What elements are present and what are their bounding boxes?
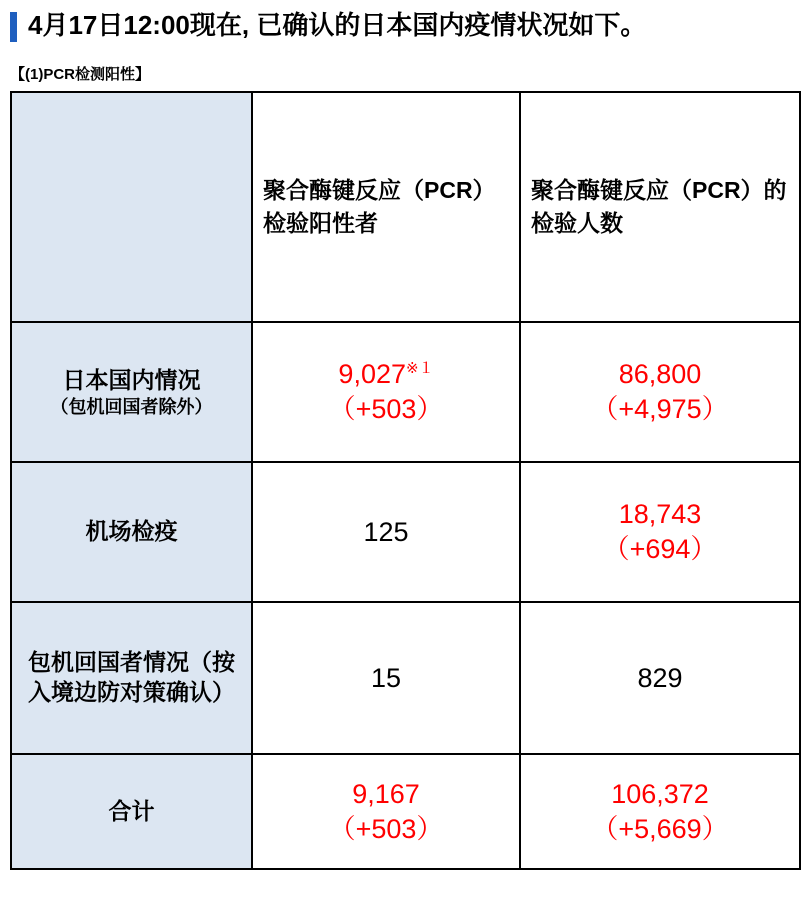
- row-label-total: [11, 754, 252, 869]
- value-delta: （+503）: [328, 394, 444, 425]
- value-note: ※１: [406, 360, 434, 377]
- value-main: 106,372: [611, 778, 709, 809]
- value-delta: （+4,975）: [591, 394, 729, 425]
- cell-airport-tested: [520, 462, 800, 602]
- table-row: [11, 322, 800, 462]
- value-main: 86,800: [618, 359, 702, 389]
- row-label-domestic: [11, 322, 252, 462]
- table-header-blank: [11, 92, 252, 322]
- headline: [0, 0, 808, 43]
- table-row: [11, 462, 800, 602]
- cell-total-positive: [252, 754, 520, 869]
- row-label-sub: （包机回国者除外）: [50, 396, 213, 417]
- value-delta: （+503）: [328, 813, 444, 844]
- row-label-charter: [11, 602, 252, 754]
- value-main: 15: [370, 662, 402, 693]
- table-row: [11, 602, 800, 754]
- accent-bar-icon: [10, 12, 17, 42]
- cell-domestic-tested: [520, 322, 800, 462]
- cell-domestic-positive: [252, 322, 520, 462]
- table-header-tested: 聚合酶键反应（PCR）的检验人数: [520, 92, 800, 322]
- cell-charter-tested: [520, 602, 800, 754]
- row-label-main: 包机回国者情况（按入境边防对策确认）: [28, 649, 235, 706]
- headline-text: 4月17日12:00现在, 已确认的日本国内疫情状况如下。: [28, 10, 647, 40]
- row-label-main: 机场检疫: [85, 518, 178, 545]
- pcr-table: [10, 91, 801, 870]
- value-main: 9,167: [352, 778, 420, 809]
- section-label: 【(1)PCR检测阳性】: [10, 66, 151, 84]
- value-main: 18,743: [618, 499, 702, 529]
- value-main: 125: [363, 516, 409, 547]
- table-row: [11, 754, 800, 869]
- value-main: 829: [637, 662, 683, 693]
- cell-airport-positive: [252, 462, 520, 602]
- row-label-main: 合计: [108, 797, 155, 824]
- value-delta: （+694）: [602, 534, 718, 565]
- table-header-positive: 聚合酶键反应（PCR）检验阳性者: [252, 92, 520, 322]
- value-delta: （+5,669）: [591, 813, 729, 844]
- table-header-row: [11, 92, 800, 322]
- cell-charter-positive: [252, 602, 520, 754]
- cell-total-tested: [520, 754, 800, 869]
- row-label-main: 日本国内情况: [62, 366, 201, 393]
- row-label-airport: [11, 462, 252, 602]
- value-main: 9,027: [338, 359, 406, 389]
